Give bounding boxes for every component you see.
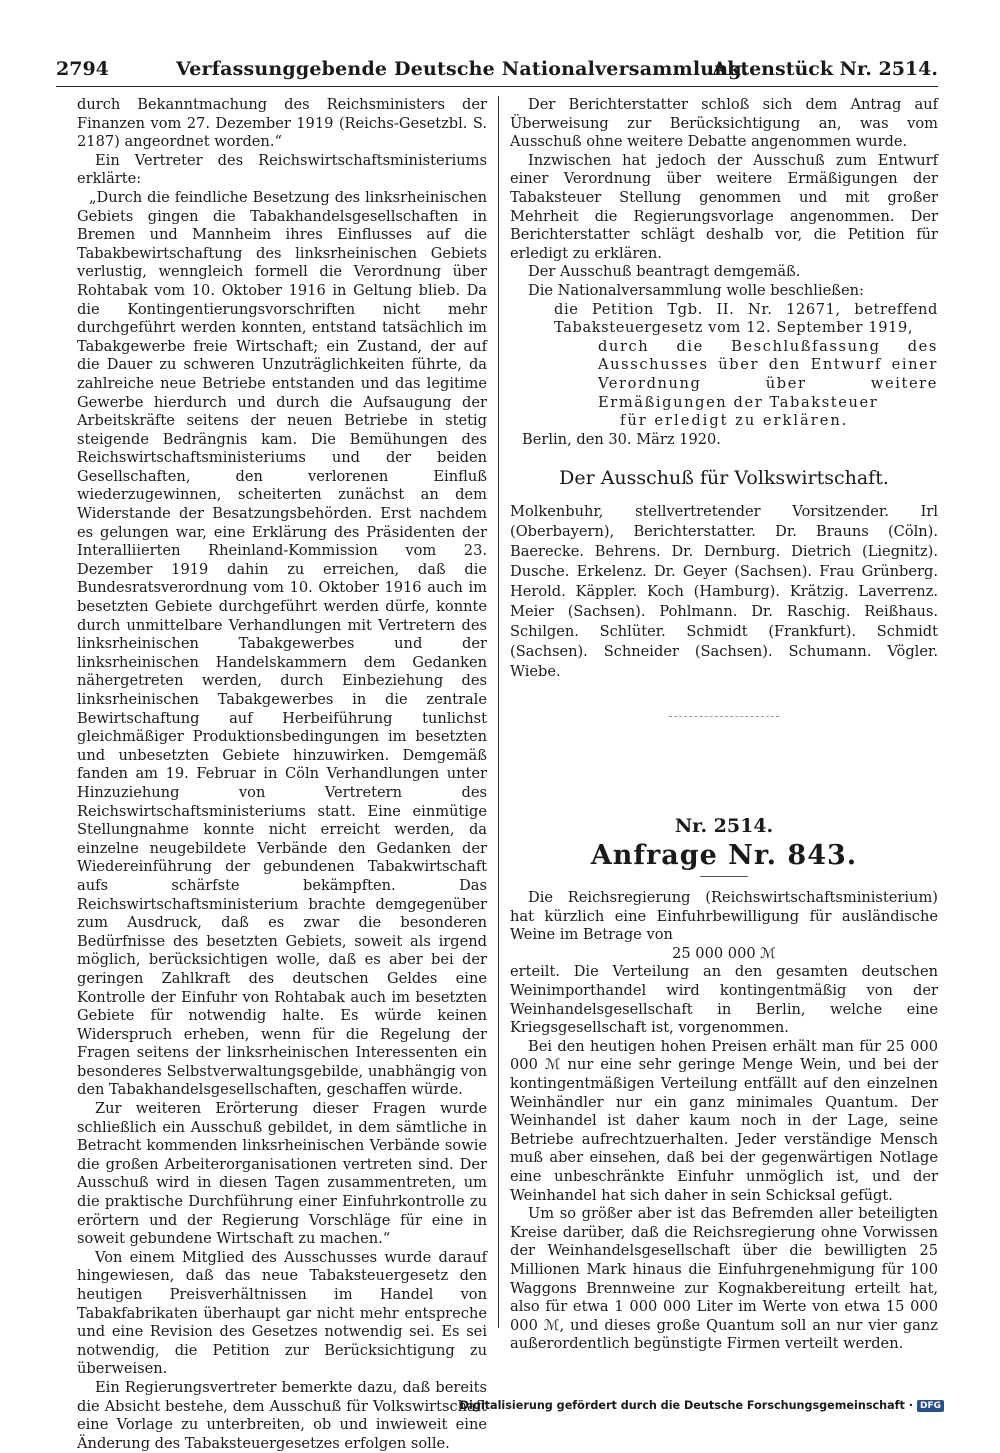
committee-members: Molkenbuhr, stellvertretender Vorsitzender. Irl (Oberbayern), Berichterstatter. Dr. Brauns (Cöln). Baerecke. Behrens. Dr. Dernburg. Dietrich (Liegnitz). Dusche. Erkelenz. Dr. Geyer (Sachsen). Frau Grünberg. Herold. Käppler. Koch (Hamburg). Krätzig. Laverrenz. Meier (Sachsen). Pohlmann. Dr. Raschig. Reißhaus. Schilgen. Schlüter. Schmidt (Frankfurt). Schmidt (Sachsen). Schneider (Sachsen). Schumann. Vögler. Wiebe. xyxy=(510,502,938,680)
paragraph: Bei den heutigen hohen Preisen erhält man für 25 000 000 ℳ nur eine sehr geringe Menge Wein, und bei der kontingentmäßigen Verteilung entfällt auf den einzelnen Weinhändler nur ein ganz minimales Quantum. Der Weinhandel ist daher kaum noch in der Lage, seine Betriebe aufrechtzuerhalten. Jeder verständige Mensch muß aber einsehen, daß bei der gegenwärtigen Notlage eine unbeschränkte Einfuhr unmöglich ist, und der Weinhandel hat sich daher in sein Schicksal gefügt. xyxy=(510,1037,938,1204)
inquiry-title: Anfrage Nr. 843. xyxy=(590,840,858,872)
footer-credit xyxy=(460,1399,944,1412)
paragraph: durch Bekanntmachung des Reichsministers der Finanzen vom 27. Dezember 1919 (Reichs-Gesetzbl. S. 2187) angeordnet worden.“ xyxy=(77,96,487,151)
paragraph: Um so größer aber ist das Befremden aller beteiligten Kreise darüber, daß die Reichsregierung ohne Vorwissen der Weinhandelsgesellschaft über die bewilligten 25 Millionen Mark hinaus die Einfuhrgenehmigung für 100 Waggons Brennweine zur Kognakbereitung erteilt hat, also für etwa 1 000 000 Liter im Werte von etwa 15 000 000 ℳ, und dieses große Quantum soll an nur vier ganz außerordentlich begünstigte Firmen verteilt werden. xyxy=(510,1205,938,1353)
dfg-logo-icon: DFG xyxy=(917,1400,944,1412)
header-rule xyxy=(56,86,938,87)
page-number: 2794 xyxy=(56,58,109,80)
paragraph: Die Nationalversammlung wolle beschließen: xyxy=(528,281,864,299)
quote-paragraph: Zur weiteren Erörterung dieser Fragen wurde schließlich ein Ausschuß gebildet, in dem sämtliche in Betracht kommenden linksrheinischen Verbände sowie die großen Arbeiterorganisationen vertreten sind. Der Ausschuß wird in diesen Tagen zusammentreten, um die praktische Durchführung einer Einfuhrkontrolle zu erörtern und der Regierung Vorschläge für eine in soweit gebundene Wirtschaft zu machen.“ xyxy=(77,1100,487,1248)
paragraph: Ein Regierungsvertreter bemerkte dazu, daß bereits die Absicht bestehe, dem Ausschuß für Volkswirtschaft eine Vorlage zu unterbreiten, ob und inwieweit eine Änderung des Tabaksteuergesetzes erfolgen solle. xyxy=(77,1378,487,1452)
paragraph: Von einem Mitglied des Ausschusses wurde darauf hingewiesen, daß das neue Tabaksteuergesetz den heutigen Preisverhältnissen im Handel von Tabakfabrikaten überhaupt gar nicht mehr entspreche und eine Revision des Gesetzes notwendig sei. Es sei notwendig, die Petition zur Berücksichtigung zu überweisen. xyxy=(77,1248,487,1378)
footer-text: Digitalisierung gefördert durch die Deutsche Forschungsgemeinschaft · xyxy=(459,1399,913,1412)
running-title: Verfassunggebende Deutsche Nationalversammlung. xyxy=(176,58,749,80)
place-date: Berlin, den 30. März 1920. xyxy=(522,430,721,448)
paragraph: Ein Vertreter des Reichswirtschaftsministeriums erklärte: xyxy=(77,151,487,188)
paragraph: Der Ausschuß beantragt demgemäß. xyxy=(528,263,801,281)
paragraph: Die Reichsregierung (Reichswirtschaftsministerium) hat kürzlich eine Einfuhrbewilligung für ausländische Weine im Betrage von xyxy=(510,889,938,944)
paragraph: Inzwischen hat jedoch der Ausschuß zum Entwurf einer Verordnung über weitere Ermäßigungen der Tabaksteuer Stellung genommen und mit großer Mehrheit die Regierungsvorlage angenommen. Der Berichterstatter schlägt deshalb vor, die Petition für erledigt zu erklären. xyxy=(510,151,938,262)
quote-paragraph: „Durch die feindliche Besetzung des linksrheinischen Gebiets gingen die Tabakhandelsgesellschaften in Bremen und Mannheim ihres Einflusses auf die Tabakbewirtschaftung des linksrheinischen Gebiets verlustig, wenngleich formell die Verordnung über Rohtabak vom 10. Oktober 1916 in Geltung blieb. Da die Kontingentierungsvorschriften nicht mehr durchgeführt werden konnten, entstand tatsächlich im Tabakgewerbe freie Wirtschaft; ein Zustand, der auf die Dauer zu schweren Unzuträglichkeiten führte, da zahlreiche neue Betriebe entstanden und das legitime Gewerbe hierdurch und durch die Aufsaugung der Arbeitskräfte seitens der neuen Betriebe in stetig steigende Bedrängnis kam. Die Bemühungen des Reichswirtschaftsministeriums und der beiden Gesellschaften, den verlorenen Einfluß wiederzugewinnen, scheiterten zunächst an dem Widerstande der Besatzungsbehörden. Erst nachdem es gelungen war, eine Erklärung des Präsidenten der Interalliierten Rheinland-Kommission vom 23. Dezember 1919 dahin zu erreichen, daß die Bundesratsverordnung vom 10. Oktober 1916 auch im besetzten Gebiete durchgeführt werden dürfe, konnte durch unmittelbare Verhandlungen mit Vertretern des linksrheinischen Tabakgewerbes und der linksrheinischen Handelskammern dem Gedanken nähergetreten werden, durch Einbeziehung des linksrheinischen Tabakgewerbes in die zentrale Bewirtschaftung auf Herbeiführung tunlichst gleichmäßiger Produktionsbedingungen im besetzten und unbesetzten Gebiete hinzuwirken. Demgemäß fanden am 19. Februar in Cöln Verhandlungen unter Hinzuziehung von Vertretern des Reichswirtschaftsministeriums statt. Eine einmütige Stellungnahme konnte nicht erreicht werden, da einzelne neugebildete Verbände den Gedanken der Wiedereinführung der gebundenen Tabakwirtschaft aufs schärfste bekämpften. Das Reichswirtschaftsministerium brachte demgegenüber zum Ausdruck, daß es zwar die besonderen Bedürfnisse des besetzten Gebiets, soweit als irgend möglich, berücksichtigen wolle, daß es aber bei der geringen Zahlkraft des deutschen Geldes eine Kontrolle der Einfuhr von Rohtabak auch im besetzten Gebiete für notwendig halte. Es würde keinen Widerspruch erheben, wenn für die Regelung der Fragen seitens der linksrheinischen Interessenten ein besonderes Selbstverwaltungsgebilde, unabhängig von den Tabakhandelsgesellschaften, geschaffen würde. xyxy=(77,188,487,1099)
column-divider xyxy=(498,96,499,1328)
petition-text: durch die Beschlußfassung des Ausschusses über den Entwurf einer Verordnung über weitere Ermäßigungen der Tabaksteuer xyxy=(598,337,938,411)
page-header xyxy=(56,58,938,84)
committee-heading: Der Ausschuß für Volkswirtschaft. xyxy=(559,467,889,490)
section-divider xyxy=(669,716,779,717)
document-number-heading: Nr. 2514. xyxy=(674,814,774,837)
amount: 25 000 000 ℳ xyxy=(672,944,776,962)
petition-text: für erledigt zu erklären. xyxy=(620,412,849,430)
paragraph: Der Berichterstatter schloß sich dem Antrag auf Überweisung zur Berücksichtigung an, was vom Ausschuß ohne weitere Debatte angenommen wurde. xyxy=(510,96,938,151)
right-column xyxy=(510,96,938,1353)
left-column xyxy=(77,96,487,1452)
petition-text: die Petition Tgb. II. Nr. 12671, betreffend Tabaksteuergesetz vom 12. September 1919, xyxy=(554,300,938,337)
title-rule xyxy=(700,876,748,877)
paragraph: erteilt. Die Verteilung an den gesamten deutschen Weinimporthandel wird kontingentmäßig von der Weinhandelsgesellschaft in Berlin, welche eine Kriegsgesellschaft ist, vorgenommen. xyxy=(510,963,938,1037)
document-number: Aktenstück Nr. 2514. xyxy=(712,58,938,80)
